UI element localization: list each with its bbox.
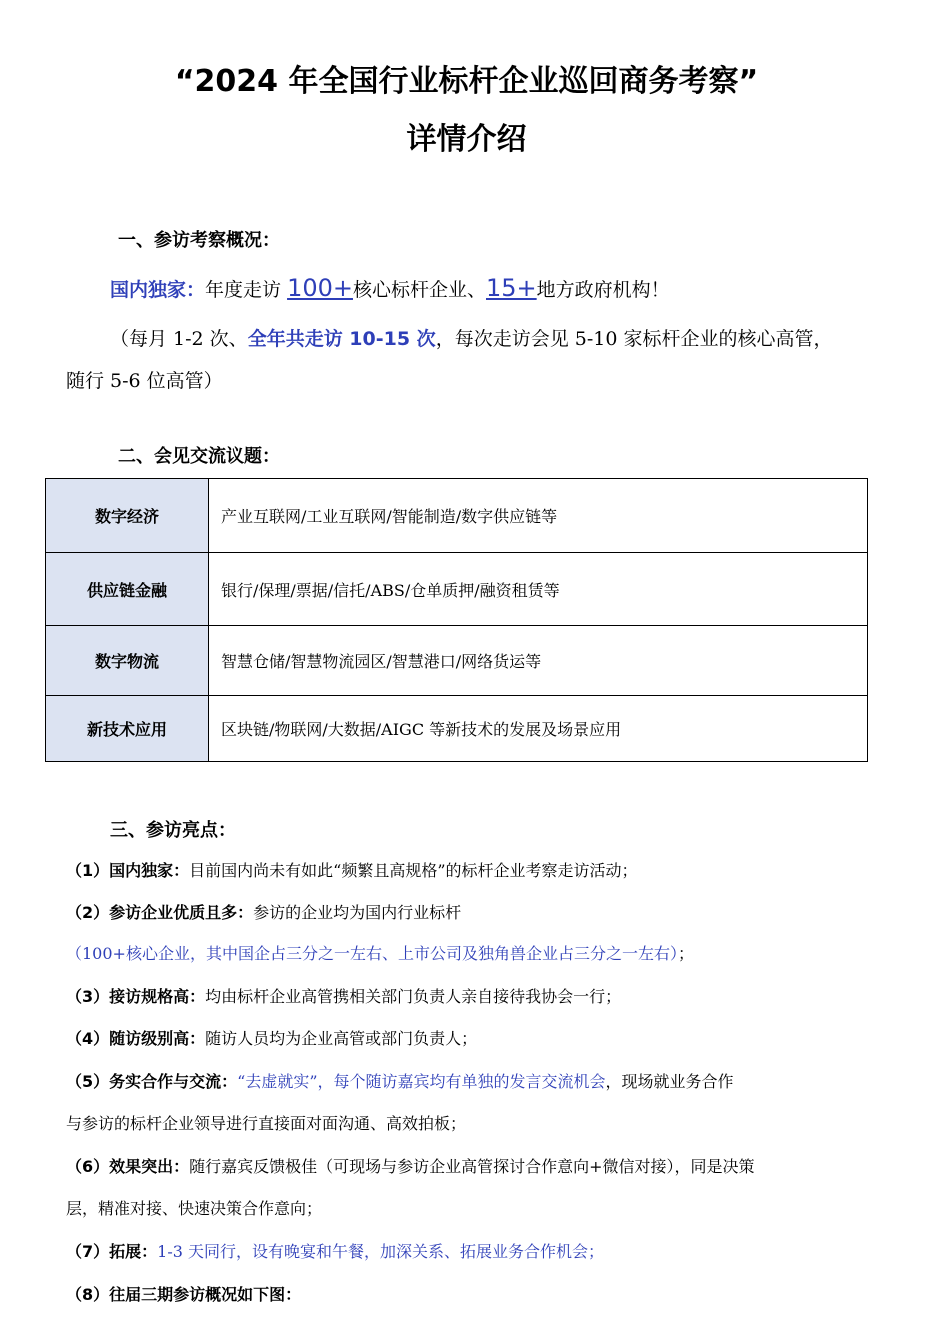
- lead-text3: 地方政府机构！: [536, 279, 670, 301]
- highlight-6-label: （6）效果突出：: [66, 1157, 190, 1176]
- highlight-2-label: （2）参访企业优质且多：: [66, 903, 254, 922]
- highlight-6: [66, 1154, 755, 1177]
- highlight-7-blue: 1-3 天同行，设有晚宴和午餐，加深关系、拓展业务合作机会；: [157, 1242, 604, 1261]
- highlight-5-blue: “去虚就实”，每个随访嘉宾均有单独的发言交流机会: [237, 1072, 606, 1091]
- topics-table: [45, 478, 868, 762]
- highlight-6-line2: 层，精准对接、快速决策合作意向；: [66, 1199, 323, 1218]
- highlight-1-text: 目前国内尚未有如此“频繁且高规格”的标杆企业考察走访活动；: [189, 861, 638, 880]
- table-row: [46, 696, 868, 762]
- topic-key: 新技术应用: [46, 696, 209, 762]
- highlight-3-label: （3）接访规格高：: [66, 987, 206, 1006]
- highlight-1: [66, 858, 638, 881]
- highlight-8: （8）往届三期参访概况如下图：: [66, 1285, 302, 1304]
- highlight-3: [66, 984, 621, 1007]
- highlight-2-line2: [66, 941, 694, 964]
- topic-value: 银行/保理/票据/信托/ABS/仓单质押/融资租赁等: [209, 553, 868, 626]
- highlight-4: [66, 1026, 477, 1049]
- note-open: （每月 1-2 次、: [110, 328, 248, 350]
- highlight-2-blue: （100+核心企业，其中国企占三分之一左右、上市公司及独角兽企业占三分之一左右）: [66, 944, 678, 963]
- section1-heading: 一、参访考察概况：: [118, 230, 280, 251]
- highlight-5-line2: 与参访的标杆企业领导进行直接面对面沟通、高效拍板；: [66, 1114, 467, 1133]
- highlight-7-label: （7）拓展：: [66, 1242, 158, 1261]
- table-row: [46, 479, 868, 553]
- lead-num1: 100+: [287, 274, 353, 302]
- highlight-2-end: ；: [677, 944, 694, 963]
- topic-value: 区块链/物联网/大数据/AIGC 等新技术的发展及场景应用: [209, 696, 868, 762]
- topic-key: 数字经济: [46, 479, 209, 553]
- lead-num2: 15+: [486, 274, 537, 302]
- note-highlight: 全年共走访 10-15 次: [247, 328, 436, 350]
- highlight-2: [66, 900, 461, 923]
- topic-value: 智慧仓储/智慧物流园区/智慧港口/网络货运等: [209, 626, 868, 696]
- highlight-3-text: 均由标杆企业高管携相关部门负责人亲自接待我协会一行；: [205, 987, 622, 1006]
- section1-note: [110, 324, 832, 351]
- table-row: [46, 626, 868, 696]
- section2-heading: 二、会见交流议题：: [118, 446, 280, 467]
- section1-note-line2: 随行 5-6 位高管）: [66, 370, 223, 392]
- highlight-5: [66, 1069, 734, 1092]
- topic-key: 数字物流: [46, 626, 209, 696]
- note-rest: ，每次走访会见 5-10 家标杆企业的核心高管，: [435, 328, 833, 350]
- highlight-6-text: 随行嘉宾反馈极佳（可现场与参访企业高管探讨合作意向+微信对接），同是决策: [189, 1157, 755, 1176]
- highlight-5-text: ，现场就业务合作: [605, 1072, 734, 1091]
- lead-text2: 核心标杆企业、: [352, 279, 486, 301]
- page-title: “2024 年全国行业标杆企业巡回商务考察”: [174, 64, 759, 99]
- topic-key: 供应链金融: [46, 553, 209, 626]
- section1-lead: [110, 274, 670, 302]
- section3-heading: 三、参访亮点：: [110, 820, 236, 841]
- highlight-2-text: 参访的企业均为国内行业标杆: [253, 903, 462, 922]
- lead-text1: 年度走访: [205, 279, 288, 301]
- topic-value: 产业互联网/工业互联网/智能制造/数字供应链等: [209, 479, 868, 553]
- lead-label: 国内独家：: [110, 279, 206, 301]
- highlight-4-label: （4）随访级别高：: [66, 1029, 206, 1048]
- highlight-1-label: （1）国内独家：: [66, 861, 190, 880]
- highlight-4-text: 随访人员均为企业高管或部门负责人；: [205, 1029, 478, 1048]
- highlight-7: [66, 1239, 604, 1262]
- highlight-5-label: （5）务实合作与交流：: [66, 1072, 238, 1091]
- page-subtitle: 详情介绍: [406, 122, 527, 157]
- table-row: [46, 553, 868, 626]
